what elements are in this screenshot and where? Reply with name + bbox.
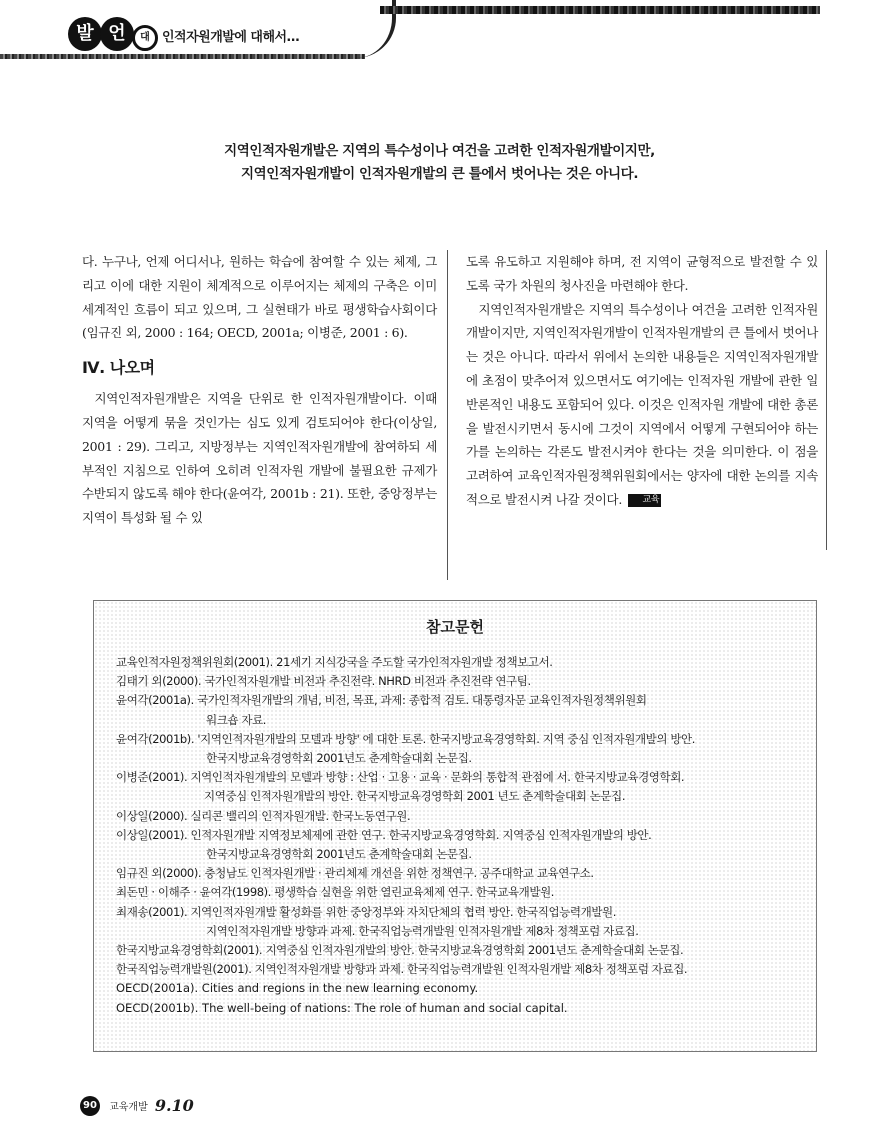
body-paragraph	[466, 298, 818, 512]
reference-line: 한국지방교육경영학회 2001년도 춘계학술대회 논문집.	[206, 751, 472, 766]
page-header	[0, 0, 879, 70]
page-number: 90	[80, 1096, 100, 1116]
header-rule-left	[0, 54, 365, 59]
pull-quote-line: 지역인적자원개발이 인적자원개발의 큰 틀에서 벗어나는 것은 아니다.	[240, 166, 639, 182]
reference-line: 한국지방교육경영학회 2001년도 춘계학술대회 논문집.	[206, 847, 472, 862]
reference-line: 최재송(2001). 지역인적자원개발 활성화를 위한 중앙정부와 자치단체의 협력 방안. 한국직업능력개발원.	[116, 904, 617, 919]
reference-line: 지역중심 인적자원개발의 방안. 한국지방교육경영학회 2001 년도 춘계학술대회 논문집.	[204, 789, 626, 804]
body-paragraph: 지역인적자원개발은 지역을 단위로 한 인적자원개발이다. 이때 지역을 어떻게 묶을 것인가는 심도 있게 검토되어야 한다(이상일, 2001 : 29). 그리고, 지방정부는 지역인적자원개발에 참여하되 세부적인 지침으로 인하여 오히려 인적자원 개발에 불필요한 규제가 수반되지 않도록 해야 한다(윤여각, 2001b : 21). 또한, 중앙정부는 지역이 특성화 될 수 있	[82, 391, 437, 526]
reference-line: 윤여각(2001b). '지역인적자원개발의 모델과 방향' 에 대한 토론. 한국지방교육경영학회. 지역 중심 인적자원개발의 방안.	[116, 731, 695, 746]
references-title: 참고문헌	[426, 618, 484, 636]
reference-line: 최돈민 · 이해주 · 윤여각(1998). 평생학습 실현을 위한 열린교육체제 연구. 한국교육개발원.	[116, 885, 555, 900]
reference-line: 지역인적자원개발 방향과 과제. 한국직업능력개발원 인적자원개발 제8차 정책포럼 자료집.	[206, 923, 639, 938]
section-badge-3: 대	[132, 25, 158, 51]
reference-line: 임규진 외(2000). 충청남도 인적자원개발 · 관리체제 개선을 위한 정책연구. 공주대학교 교육연구소.	[116, 866, 594, 881]
magazine-name: 교육개발	[109, 1102, 148, 1113]
series-title: 인적자원개발에 대해서…	[162, 30, 300, 45]
section-badge-1: 발	[68, 17, 102, 51]
reference-line: 한국지방교육경영학회(2001). 지역중심 인적자원개발의 방안. 한국지방교육경영학회 2001년도 춘계학술대회 논문집.	[116, 943, 684, 958]
article-end-mark: 교육	[628, 494, 661, 507]
body-text: 지역인적자원개발은 지역의 특수성이나 여건을 고려한 인적자원개발이지만, 지역인적자원개발이 인적자원개발의 큰 틀에서 벗어나는 것은 아니다. 따라서 위에서 논의한 내용들은 지역인적자원개발에 초점이 맞추어져 있으면서도 여기에는 인적자원 개발에 관한 일반론적인 내용도 포함되어 있다. 이것은 인적자원 개발에 대한 총론을 발전시키면서 동시에 그것이 지역에서 어떻게 구현되어야 하는가를 논의하는 각론도 발전시켜야 한다는 것을 의미한다. 이 점을 고려하여 교육인적자원정책위원회에서는 양자에 대한 논의를 지속적으로 발전시켜 나갈 것이다.	[466, 301, 818, 507]
references-list	[116, 653, 806, 1018]
body-paragraph: 다. 누구나, 언제 어디서나, 원하는 학습에 참여할 수 있는 체제, 그리고 이에 대한 지원이 체계적으로 이루어지는 체제의 구축은 이미 세계적인 흐름이 되고 있으며, 그 실현태가 바로 평생학습사회이다(임규진 외, 2000 : 164; OECD, 2001a; 이병준, 2001 : 6).	[82, 254, 437, 341]
reference-line: 워크숍 자료.	[206, 712, 267, 727]
header-rule-right	[380, 6, 820, 14]
pull-quote	[0, 140, 879, 186]
reference-line: 윤여각(2001a). 국가인적자원개발의 개념, 비전, 목표, 과제: 종합적 검토. 대통령자문 교육인적자원정책위원회	[116, 693, 647, 708]
right-column	[466, 250, 827, 550]
page-footer	[80, 1095, 194, 1117]
reference-line: OECD(2001a). Cities and regions in the new learning economy.	[116, 981, 479, 996]
reference-line: 이상일(2001). 인적자원개발 지역정보체제에 관한 연구. 한국지방교육경영학회. 지역중심 인적자원개발의 방안.	[116, 827, 652, 842]
reference-line: 이병준(2001). 지역인적자원개발의 모델과 방향 : 산업 · 고용 · 교육 · 문화의 통합적 관점에 서. 한국지방교육경영학회.	[116, 770, 685, 785]
pull-quote-line: 지역인적자원개발은 지역의 특수성이나 여건을 고려한 인적자원개발이지만,	[224, 143, 655, 159]
body-paragraph: 도록 유도하고 지원해야 하며, 전 지역이 균형적으로 발전할 수 있도록 국가 차원의 청사진을 마련해야 한다.	[466, 254, 818, 293]
section-heading: Ⅳ. 나오며	[82, 358, 155, 378]
references-box	[93, 600, 817, 1052]
reference-line: 교육인적자원정책위원회(2001). 21세기 지식강국을 주도할 국가인적자원개발 정책보고서.	[116, 655, 553, 669]
reference-line: OECD(2001b). The well-being of nations: The role of human and social capital.	[116, 1000, 568, 1015]
reference-line: 김태기 외(2000). 국가인적자원개발 비전과 추진전략. NHRD 비전과 추진전략 연구팀.	[116, 674, 531, 689]
left-column	[82, 250, 448, 580]
issue-number: 9.10	[154, 1096, 194, 1115]
reference-line: 이상일(2000). 실리콘 밸리의 인적자원개발. 한국노동연구원.	[116, 808, 411, 823]
section-badge-2: 언	[100, 17, 134, 51]
reference-line: 한국직업능력개발원(2001). 지역인적자원개발 방향과 과제. 한국직업능력개발원 인적자원개발 제8차 정책포럼 자료집.	[116, 962, 688, 977]
